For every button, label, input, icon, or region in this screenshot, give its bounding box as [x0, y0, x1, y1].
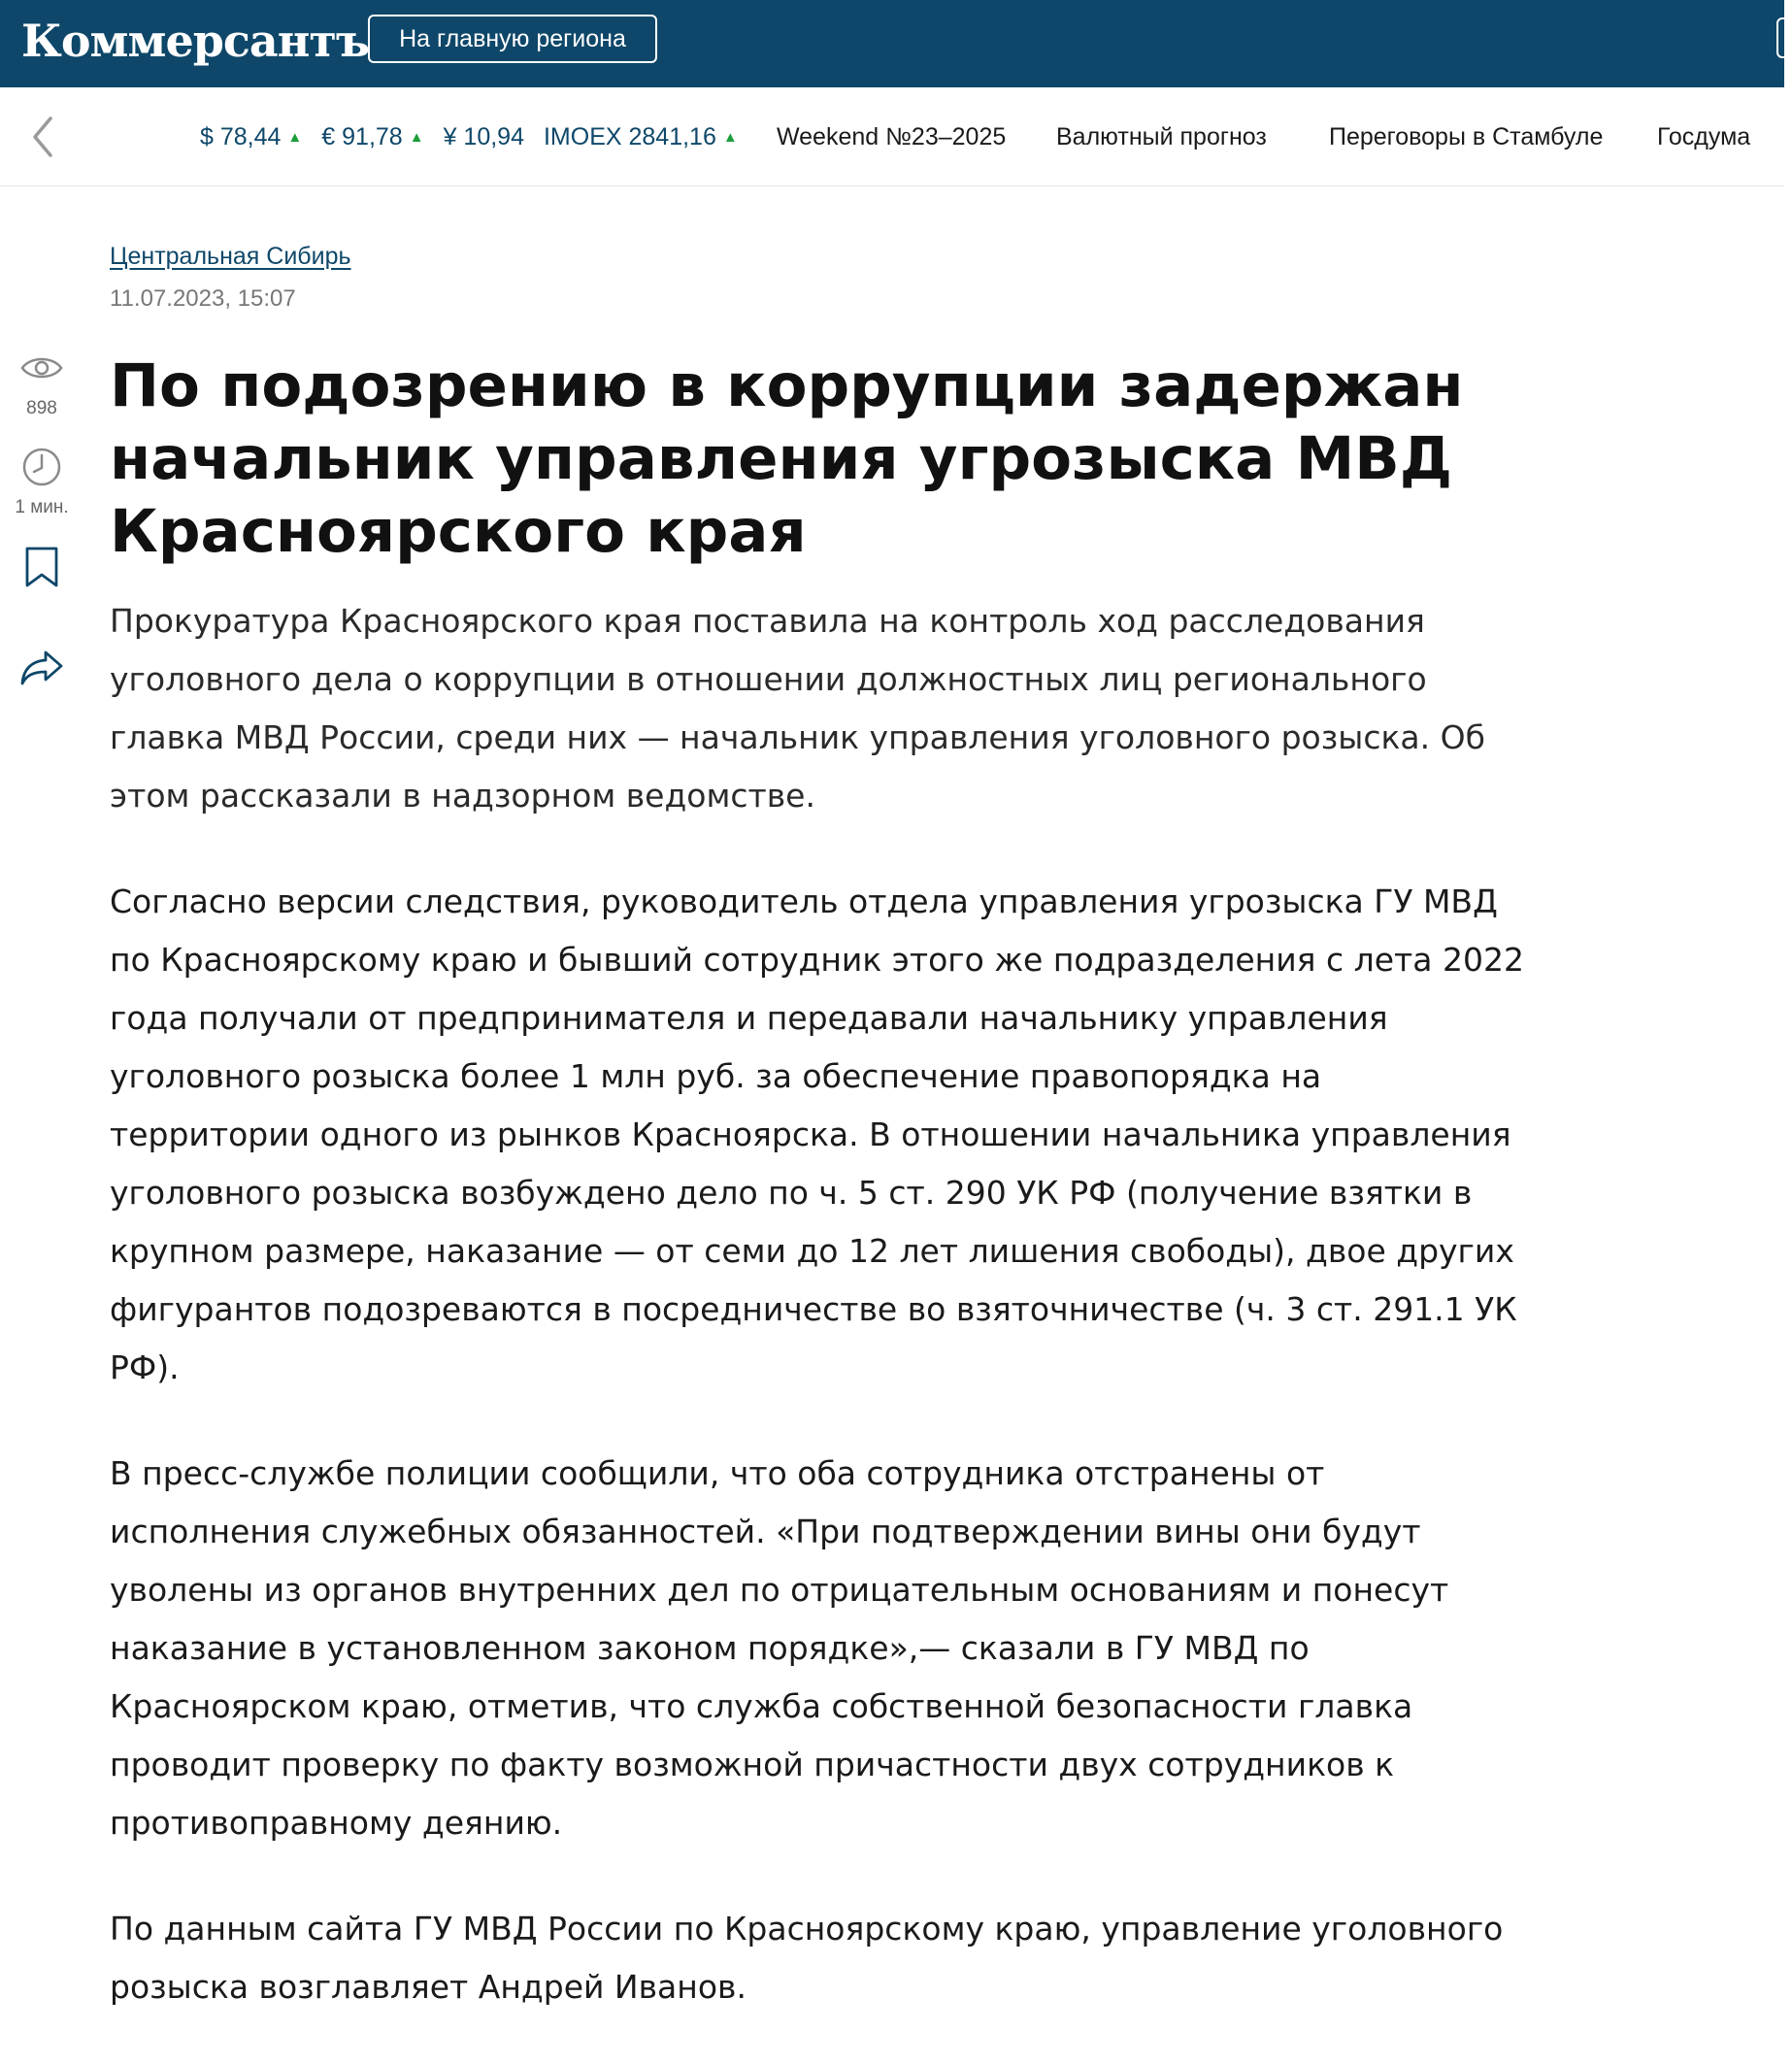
trend-up-icon: ▲	[409, 128, 424, 146]
read-time-label: 1 мин.	[15, 497, 69, 517]
rate-usd-value: $ 78,44	[200, 122, 282, 150]
read-time	[0, 447, 83, 487]
topic-link-currency-forecast[interactable]: Валютный прогноз	[1056, 122, 1267, 150]
article-category-link[interactable]: Центральная Сибирь	[110, 243, 351, 270]
topic-links	[0, 87, 1784, 186]
views-count: 898	[26, 398, 57, 418]
header-edge-button[interactable]	[1776, 17, 1792, 58]
bookmark-icon	[24, 546, 59, 588]
article-paragraph: Согласно версии следствия, руководитель отдела управления угрозыска ГУ МВД по Красноярскому краю и бывший сотрудник этого же подразделения с лета 2022 года получали от предпринимателя и передавали начальнику управления уголовного розыска более 1 млн руб. за обеспечение правопорядка на территории одного из рынков Красноярска. В отношении начальника управления уголовного розыска возбуждено дело по ч. 5 ст. 290 УК РФ (получение взятки в крупном размере, наказание — от семи до 12 лет лишения свободы), двое других фигурантов подозреваются в посредничестве во взяточничестве (ч. 3 ст. 291.1 УК РФ).	[110, 882, 1524, 1386]
article-paragraph: По данным сайта ГУ МВД России по Красноярскому краю, управление уголовного розыска возглавляет Андрей Иванов.	[110, 1910, 1504, 2006]
ticker-bar	[0, 87, 1784, 186]
rate-imoex-value: IMOEX 2841,16	[543, 122, 716, 150]
region-home-button[interactable]: На главную региона	[368, 15, 657, 63]
eye-icon	[20, 353, 63, 383]
article-paragraph: В пресс-службе полиции сообщили, что оба сотрудника отстранены от исполнения служебных обязанностей. «При подтверждении вины они будут уволены из органов внутренних дел по отрицательным основаниям и понесут наказание в установленном законом порядке»,— сказали в ГУ МВД по Красноярском краю, отметив, что служба собственной безопасности главка проводит проверку по факту возможной причастности двух сотрудников к противоправному деянию.	[110, 1454, 1449, 1842]
rate-eur-value: € 91,78	[321, 122, 403, 150]
bookmark-button[interactable]	[0, 546, 83, 588]
article-date: 11.07.2023, 15:07	[110, 285, 296, 312]
trend-up-icon: ▲	[287, 128, 303, 146]
share-button[interactable]	[0, 649, 83, 687]
article-body	[110, 592, 1527, 2064]
site-logo[interactable]: Коммерсантъ	[21, 15, 370, 67]
topic-link-istanbul-talks[interactable]: Переговоры в Стамбуле	[1329, 122, 1604, 150]
rate-cny-value: ¥ 10,94	[443, 122, 524, 150]
article-lead: Прокуратура Красноярского края поставила на контроль ход расследования уголовного дела о коррупции в отношении должностных лиц регионального главка МВД России, среди них — начальник управления уголовного розыска. Об этом рассказали в надзорном ведомстве.	[110, 602, 1485, 815]
article-title: По подозрению в коррупции задержан начальник управления угрозыска МВД Красноярского края	[110, 351, 1464, 566]
site-header	[0, 0, 1784, 87]
views-counter	[0, 353, 83, 383]
clock-icon	[21, 447, 62, 487]
trend-up-icon: ▲	[722, 128, 738, 146]
topic-link-gosduma[interactable]: Госдума	[1657, 122, 1751, 150]
share-icon	[19, 649, 64, 687]
topic-link-weekend[interactable]: Weekend №23–2025	[777, 122, 1007, 150]
